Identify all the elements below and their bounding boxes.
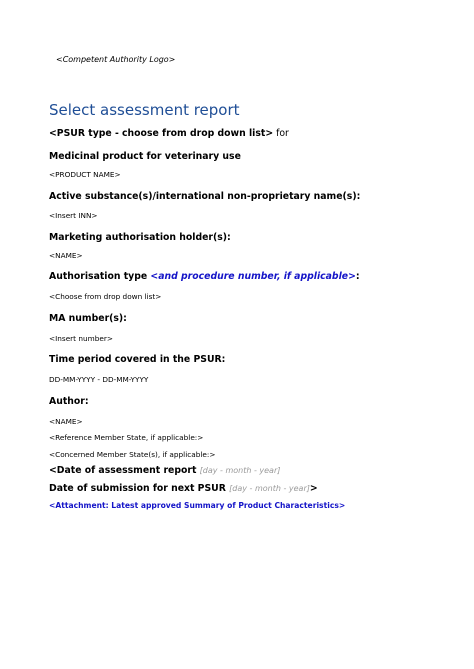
- active-substance-label: Active substance(s)/international non-proprietary name(s):: [49, 191, 361, 202]
- inn-field[interactable]: <Insert INN>: [49, 211, 98, 220]
- assessment-date-line: [49, 465, 280, 476]
- next-psur-close-bracket: >: [309, 483, 318, 494]
- page-title: Select assessment report: [49, 101, 240, 119]
- authorisation-type-colon: :: [355, 271, 360, 282]
- procedure-number-hint: <and procedure number, if applicable>: [150, 271, 356, 282]
- authorisation-type-label: Authorisation type: [49, 271, 151, 282]
- product-label: Medicinal product for veterinary use: [49, 151, 241, 162]
- time-period-label: Time period covered in the PSUR:: [49, 354, 226, 365]
- mah-label: Marketing authorisation holder(s):: [49, 232, 231, 243]
- reference-member-state-field[interactable]: <Reference Member State, if applicable:>: [49, 433, 204, 442]
- psur-type-line: [49, 128, 289, 139]
- attachment-spc-link[interactable]: <Attachment: Latest approved Summary of Product Characteristics>: [49, 501, 346, 510]
- competent-authority-logo-placeholder: <Competent Authority Logo>: [56, 55, 176, 64]
- mah-name-field[interactable]: <NAME>: [49, 251, 83, 260]
- time-period-field[interactable]: DD-MM-YYYY - DD-MM-YYYY: [49, 375, 149, 384]
- assessment-date-label: <Date of assessment report: [49, 465, 200, 476]
- authorisation-type-line: [49, 271, 360, 282]
- authorisation-type-dropdown[interactable]: <Choose from drop down list>: [49, 292, 162, 301]
- next-psur-date-line: [49, 483, 318, 494]
- assessment-date-field[interactable]: [day - month - year]: [199, 466, 281, 475]
- ma-number-label: MA number(s):: [49, 313, 127, 324]
- psur-type-dropdown[interactable]: <PSUR type - choose from drop down list>: [49, 128, 274, 139]
- next-psur-date-field[interactable]: [day - month - year]: [229, 484, 310, 493]
- next-psur-date-label: Date of submission for next PSUR: [49, 483, 230, 494]
- concerned-member-state-field[interactable]: <Concerned Member State(s), if applicable:>: [49, 450, 216, 459]
- author-label: Author:: [49, 396, 89, 407]
- ma-number-field[interactable]: <Insert number>: [49, 334, 113, 343]
- author-name-field[interactable]: <NAME>: [49, 417, 83, 426]
- psur-for-text: for: [273, 128, 289, 139]
- product-name-field[interactable]: <PRODUCT NAME>: [49, 170, 121, 179]
